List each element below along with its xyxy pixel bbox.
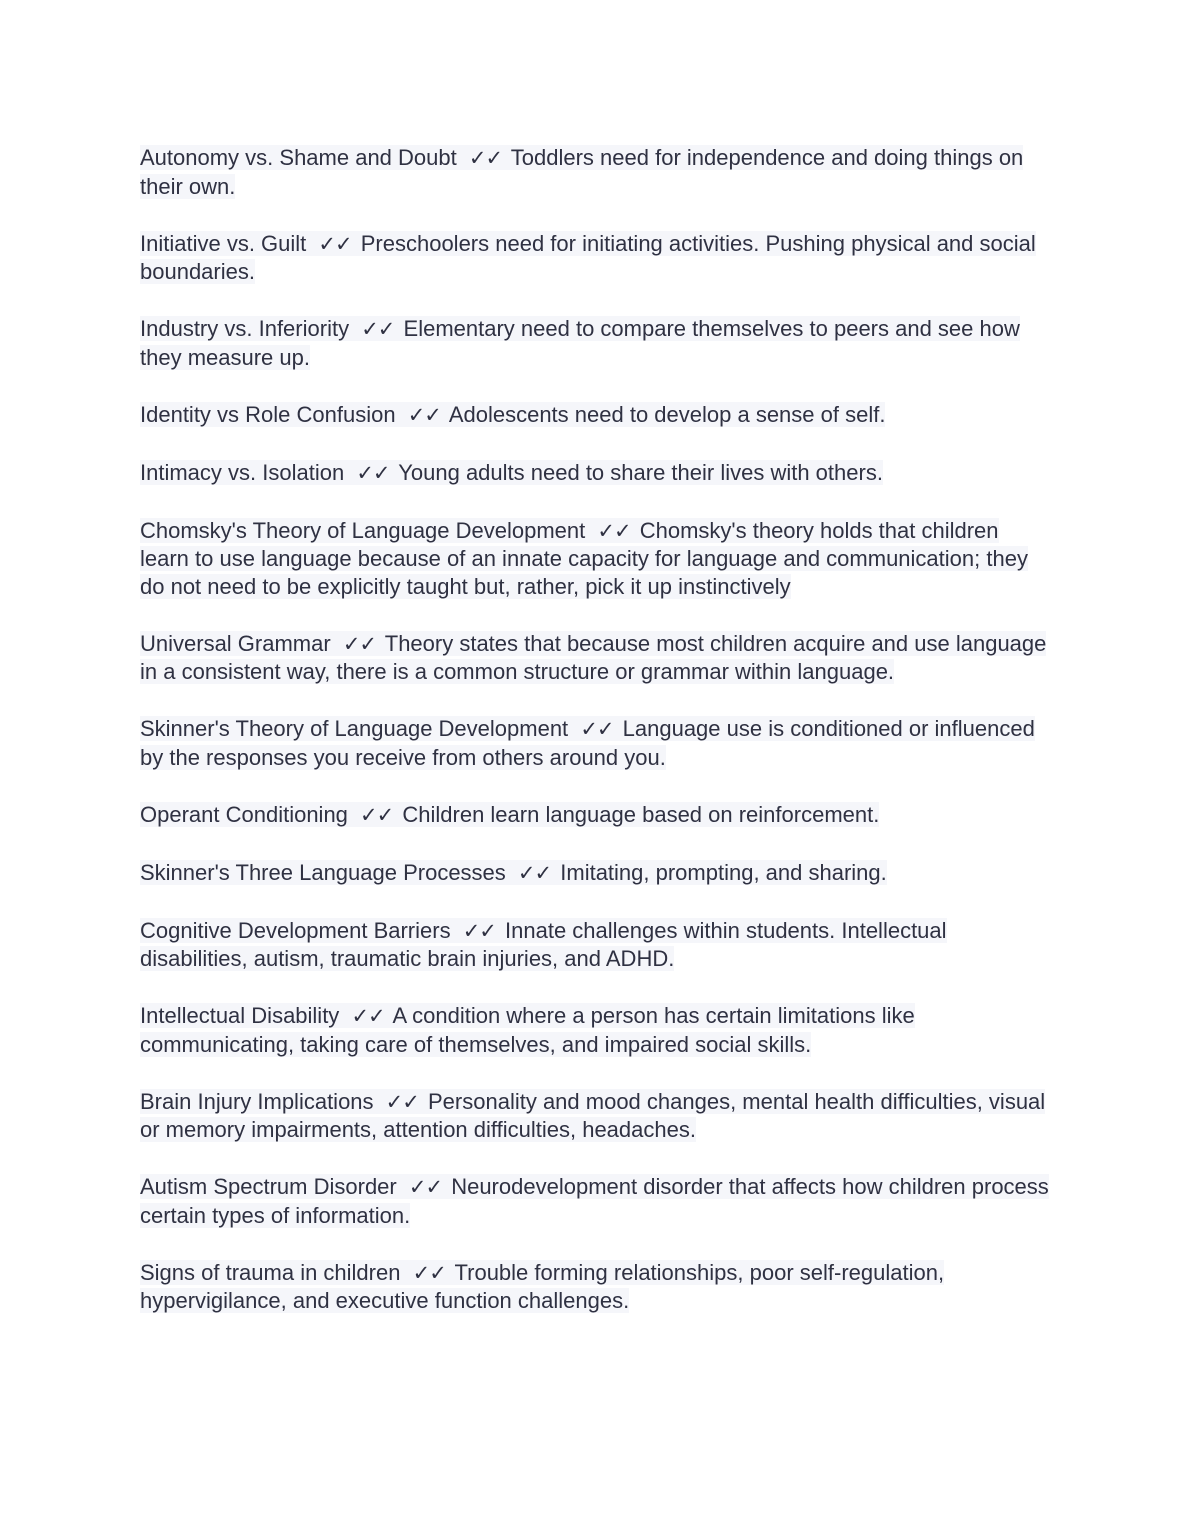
double-check-icon: ✓✓ bbox=[517, 860, 552, 885]
entry-cognitive-barriers bbox=[140, 917, 1050, 973]
entry-definition: Imitating, prompting, and sharing. bbox=[560, 859, 887, 885]
entry-intellectual-disability bbox=[140, 1002, 1050, 1058]
entry-term: Universal Grammar bbox=[140, 630, 331, 656]
entry-term: Skinner's Three Language Processes bbox=[140, 859, 506, 885]
document-page bbox=[140, 144, 1050, 1344]
entry-term: Cognitive Development Barriers bbox=[140, 917, 451, 943]
entry-definition: Chomsky's theory holds that children learn to use language because of an innate capacity for language and communication; they do not need to be explicitly taught but, rather, pick it up instinctively bbox=[140, 517, 1028, 599]
double-check-icon: ✓✓ bbox=[462, 918, 496, 943]
entry-definition: Preschoolers need for initiating activities. Pushing physical and social boundaries. bbox=[140, 230, 1036, 284]
entry-definition: Theory states that because most children acquire and use language in a consistent way, there is a common structure or grammar within language. bbox=[140, 630, 1047, 684]
double-check-icon: ✓✓ bbox=[342, 631, 377, 656]
double-check-icon: ✓✓ bbox=[407, 402, 441, 427]
double-check-icon: ✓✓ bbox=[597, 518, 631, 543]
entry-definition: Toddlers need for independence and doing things on their own. bbox=[140, 145, 1024, 199]
entry-term: Chomsky's Theory of Language Development bbox=[140, 517, 586, 543]
entry-trauma-signs bbox=[140, 1259, 1050, 1315]
entry-term: Intimacy vs. Isolation bbox=[140, 459, 345, 485]
double-check-icon: ✓✓ bbox=[408, 1175, 443, 1199]
entry-definition: Young adults need to share their lives with others. bbox=[398, 459, 883, 485]
entry-definition: Neurodevelopment disorder that affects how children process certain types of information. bbox=[140, 1174, 1049, 1228]
double-check-icon: ✓✓ bbox=[351, 1004, 385, 1028]
double-check-icon: ✓✓ bbox=[356, 460, 390, 485]
double-check-icon: ✓✓ bbox=[412, 1260, 446, 1285]
entry-industry-vs-inferiority bbox=[140, 315, 1050, 371]
entry-term: Signs of trauma in children bbox=[140, 1259, 401, 1285]
entry-autism bbox=[140, 1173, 1050, 1229]
entry-term: Identity vs Role Confusion bbox=[140, 401, 396, 427]
double-check-icon: ✓✓ bbox=[385, 1089, 419, 1114]
entry-term: Initiative vs. Guilt bbox=[140, 230, 307, 256]
double-check-icon: ✓✓ bbox=[360, 802, 394, 827]
entry-operant-conditioning bbox=[140, 801, 1050, 830]
entry-term: Industry vs. Inferiority bbox=[140, 316, 350, 341]
entry-universal-grammar bbox=[140, 630, 1050, 686]
double-check-icon: ✓✓ bbox=[468, 146, 503, 170]
entry-term: Operant Conditioning bbox=[140, 801, 348, 827]
entry-term: Autonomy vs. Shame and Doubt bbox=[140, 145, 457, 170]
entry-term: Skinner's Theory of Language Development bbox=[140, 716, 569, 741]
entry-definition: A condition where a person has certain limitations like communicating, taking care of themselves, and impaired social skills. bbox=[140, 1003, 915, 1057]
entry-definition: Adolescents need to develop a sense of self. bbox=[448, 401, 886, 427]
entry-term: Autism Spectrum Disorder bbox=[140, 1174, 397, 1199]
entry-autonomy-vs-shame bbox=[140, 144, 1050, 200]
entry-definition: Language use is conditioned or influenced by the responses you receive from others around you. bbox=[140, 716, 1035, 770]
entry-definition: Elementary need to compare themselves to peers and see how they measure up. bbox=[140, 316, 1020, 370]
double-check-icon: ✓✓ bbox=[361, 317, 395, 341]
entry-definition: Personality and mood changes, mental health difficulties, visual or memory impairments, attention difficulties, headaches. bbox=[140, 1088, 1046, 1142]
entry-intimacy-vs-isolation bbox=[140, 459, 1050, 488]
double-check-icon: ✓✓ bbox=[580, 717, 614, 741]
entry-chomsky-theory bbox=[140, 517, 1050, 601]
entry-definition: Children learn language based on reinforcement. bbox=[402, 801, 880, 827]
entry-brain-injury bbox=[140, 1088, 1050, 1144]
entry-definition: Trouble forming relationships, poor self-regulation, hypervigilance, and executive function challenges. bbox=[140, 1259, 945, 1313]
entry-identity-vs-role-confusion bbox=[140, 401, 1050, 430]
entry-initiative-vs-guilt bbox=[140, 230, 1050, 286]
entry-definition: Innate challenges within students. Intellectual disabilities, autism, traumatic brain injuries, and ADHD. bbox=[140, 917, 947, 971]
entry-term: Brain Injury Implications bbox=[140, 1088, 374, 1114]
entry-skinner-three-processes bbox=[140, 859, 1050, 888]
double-check-icon: ✓✓ bbox=[318, 231, 352, 256]
entry-term: Intellectual Disability bbox=[140, 1003, 340, 1028]
entry-skinner-theory bbox=[140, 715, 1050, 771]
